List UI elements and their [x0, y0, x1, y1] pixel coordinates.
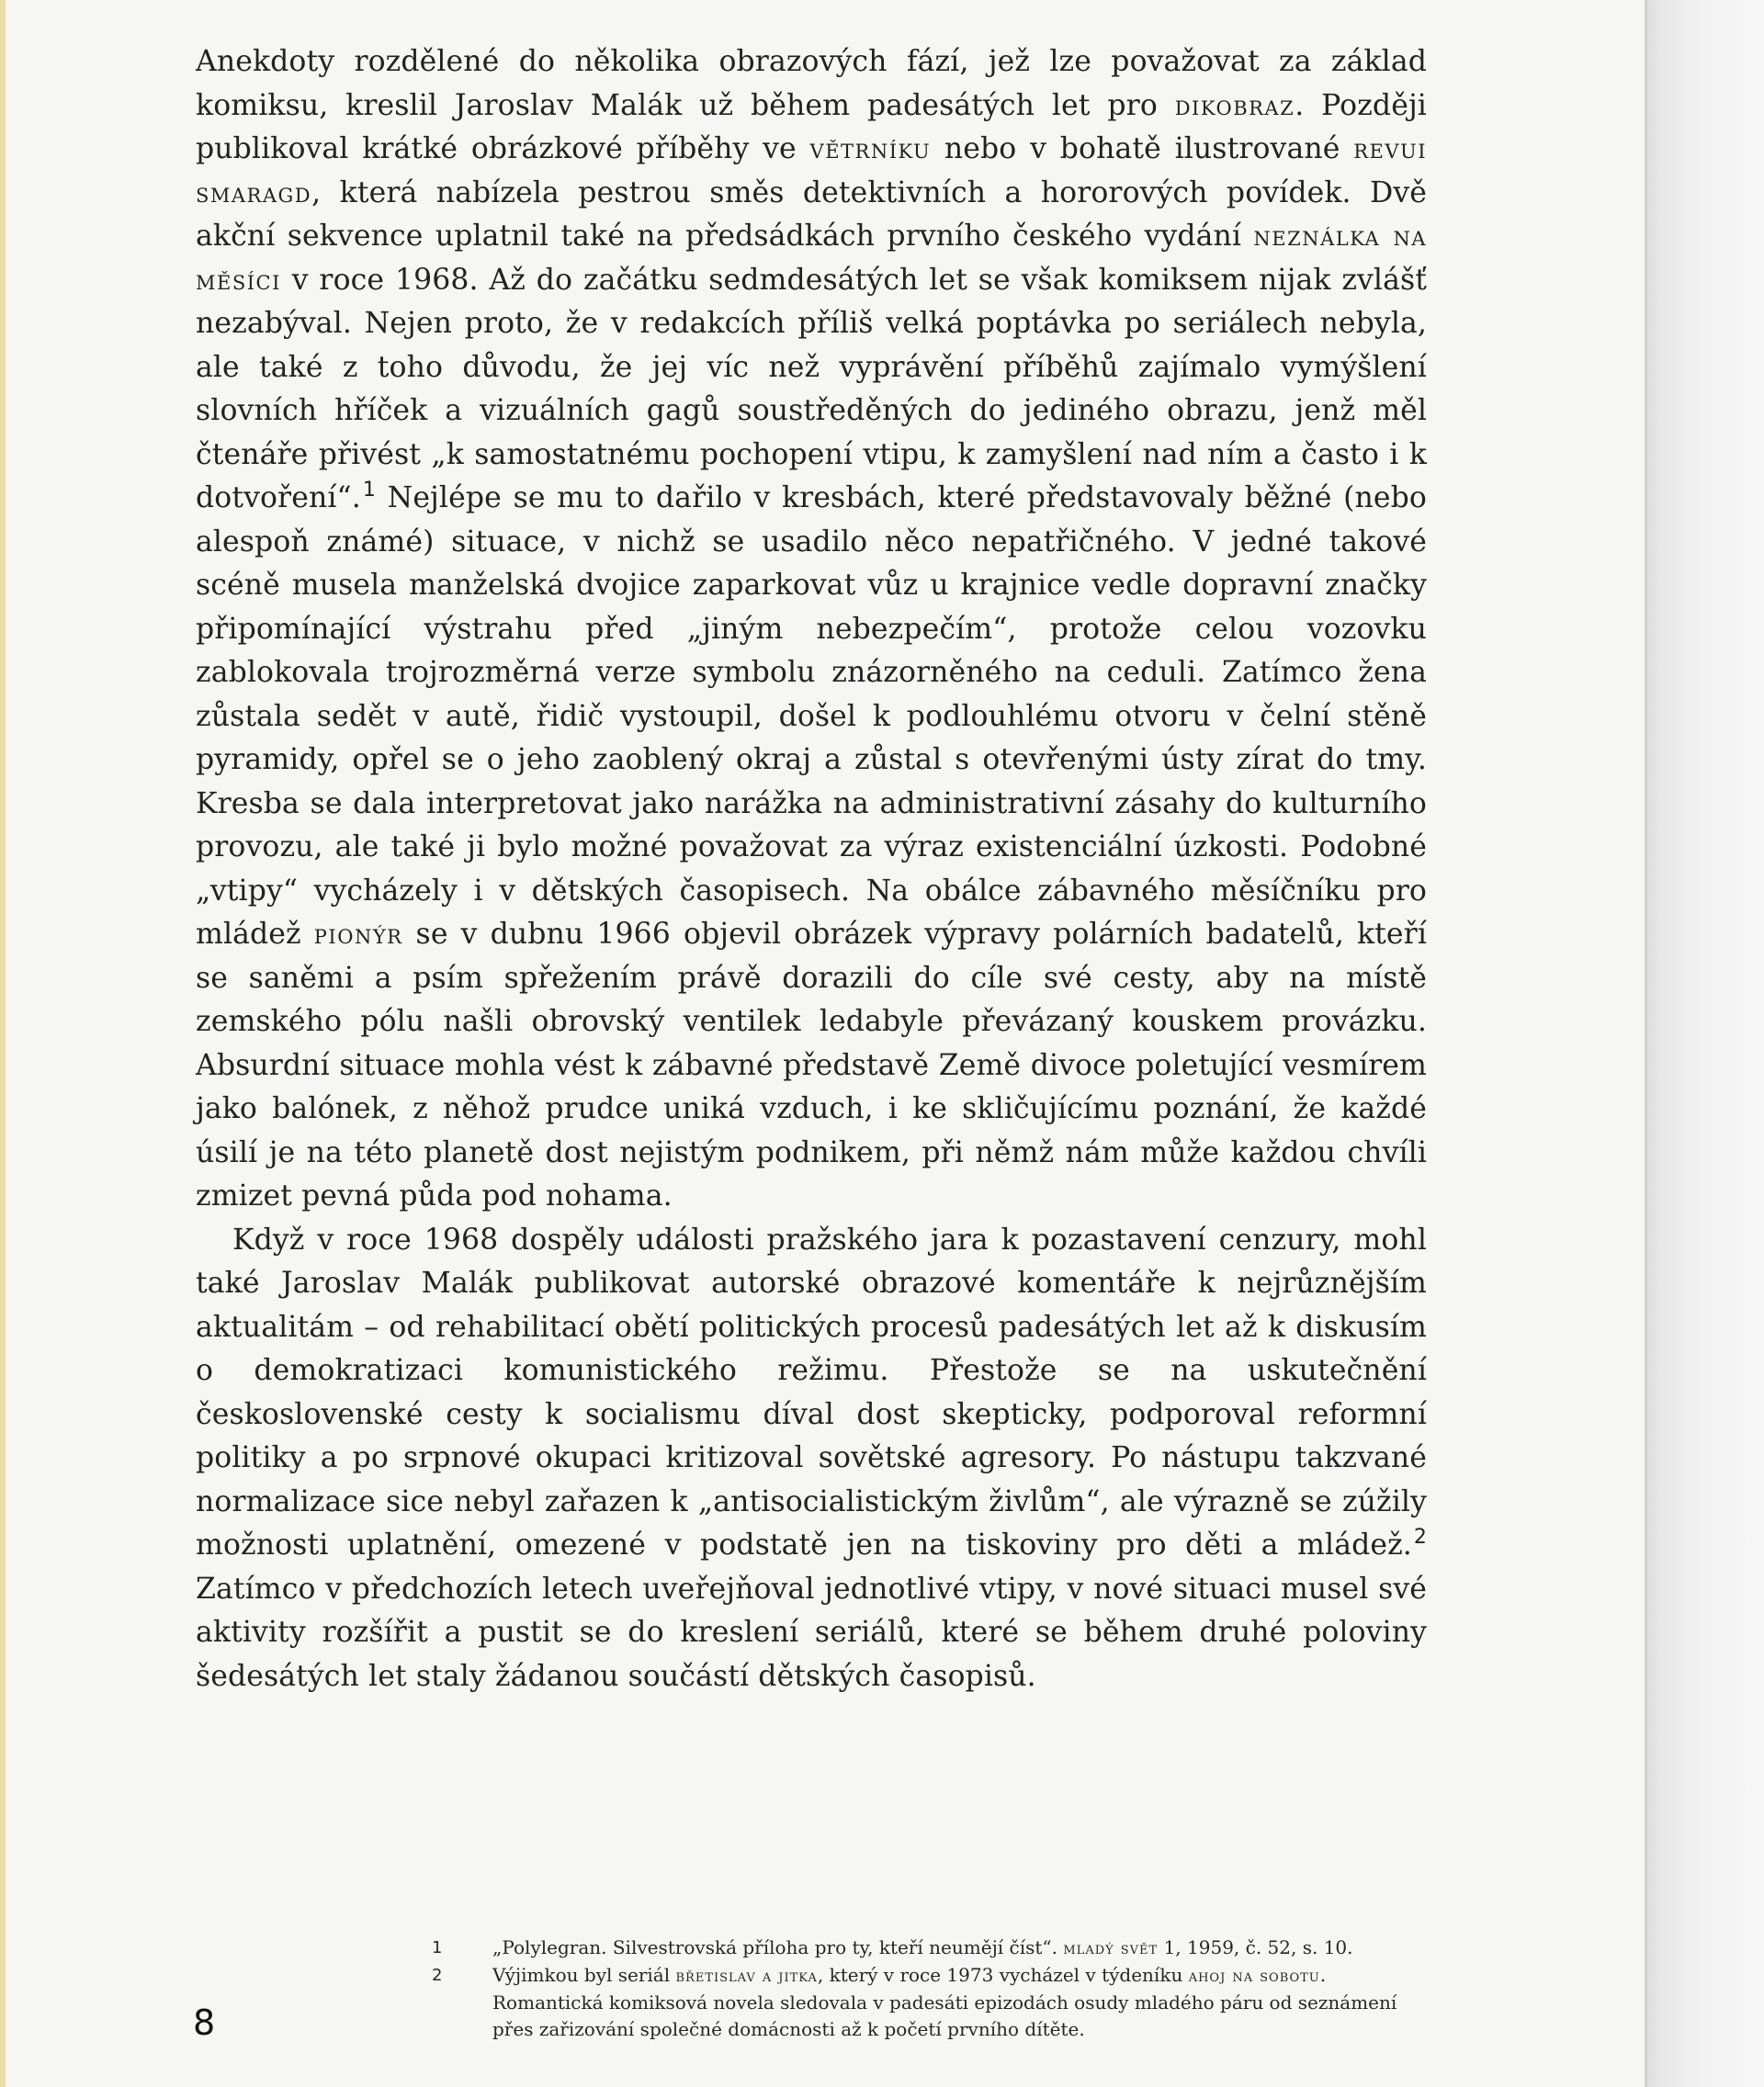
paragraph-1: Anekdoty rozdělené do několika obrazových fází, jež lze považovat za základ komiksu, kreslil Jaroslav Malák už během padesátých let pro dikobraz. Později publikoval krátké obrázkové příběhy ve větrníku nebo v bohatě ilustrované revui smaragd, která nabízela pestrou směs detektivních a hororových povídek. Dvě akční sekvence uplatnil také na předsádkách prvního českého vydání neználka na měsíci v roce 1968. Až do začátku sedmdesátých let se však komiksem nijak zvlášť nezabýval. Nejen proto, že v redakcích příliš velká poptávka po seriálech nebyla, ale také z toho důvodu, že jej víc než vyprávění příběhů zajímalo vymýšlení slovních hříček a vizuálních gagů soustředěných do jediného obrazu, jenž měl čtenáře přivést „k samostatnému pochopení vtipu, k zamyšlení nad ním a často i k dotvoření“.$^1$ Nejlépe se mu to dařilo v kresbách, které představovaly běžné (nebo alespoň známé) situace, v nichž se usadilo něco nepatřičného. V jedné takové scéně musela manželská dvojice zaparkovat vůz u krajnice vedle dopravní značky připomínající výstrahu před „jiným nebezpečím“, protože celou vozovku zablokovala trojrozměrná verze symbolu znázorněného na ceduli. Zatímco žena zůstala sedět v autě, řidič vystoupil, došel k podlouhlému otvoru v čelní stěně pyramidy, opřel se o jeho zaoblený okraj a zůstal s otevřenými ústy zírat do tmy. Kresba se dala interpretovat jako narážka na administrativní zásahy do kulturního provozu, ale také ji bylo možné považovat za výraz existenciální úzkosti. Podobné „vtipy“ vycházely i v dětských časopisech. Na obálce zábavného měsíčníku pro mládež pionýr se v dubnu 1966 objevil obrázek výpravy polárních badatelů, kteří se saněmi a psím spřežením právě dorazili do cíle své cesty, aby na místě zemského pólu našli obrovský ventilek ledabyle převázaný kouskem provázku. Absurdní situace mohla vést k zábavné představě Země divoce poletující vesmírem jako balónek, z něhož prudce uniká vzduch, i ke skličujícímu poznání, že každé úsilí je na této planetě dost nejistým podnikem, při němž nám může každou chvíli zmizet pevná půda pod nohama.: [196, 45, 1428, 1213]
publication-title: pionýr: [313, 919, 403, 951]
publication-title: mladý svět: [1063, 1938, 1159, 1958]
footnote-2: [432, 1962, 1415, 2043]
footnote-number: 1: [432, 1938, 443, 1957]
footnote-number: 2: [432, 1966, 443, 1985]
publication-title: ahoj na sobotu: [1188, 1966, 1320, 1986]
footnote-reference: 1: [362, 479, 376, 502]
publication-title: břetislav a jitka: [675, 1966, 818, 1986]
publication-title: revui smaragd: [196, 133, 1428, 209]
footnote-reference: 2: [1413, 1526, 1427, 1549]
publication-title: větrníku: [809, 133, 932, 165]
publication-title: dikobraz: [1174, 89, 1295, 122]
book-gutter: [1645, 0, 1764, 2087]
footnote-1: [432, 1935, 1415, 1962]
main-text-column: [196, 40, 1427, 1698]
footnote-text: Výjimkou byl seriál břetislav a jitka, který v roce 1973 vycházel v týdeníku ahoj na sobotu. Romantická komiksová novela sledovala v padesáti epizodách osudy mladého páru od seznámení přes zařizování společné domácnosti až k početí prvního dítěte.: [492, 1964, 1397, 2040]
page-number: 8: [193, 2002, 216, 2043]
publication-title: neználka na měsíci: [196, 220, 1427, 297]
page-edge-divider: [1645, 0, 1647, 2087]
footnotes-block: [432, 1935, 1415, 2043]
footnote-text: „Polylegran. Silvestrovská příloha pro ty, kteří neumějí číst“. mladý svět 1, 1959, č. 52, s. 10.: [492, 1936, 1353, 1958]
paragraph-2: Když v roce 1968 dospěly události pražského jara k pozastavení cenzury, mohl také Jaroslav Malák publikovat autorské obrazové komentáře k nejrůznějším aktualitám – od rehabilitací obětí politických procesů padesátých let až k diskusím o demokratizaci komunistického režimu. Přestože se na uskutečnění československé cesty k socialismu díval dost skepticky, podporoval reformní politiky a po srpnové okupaci kritizoval sovětské agresory. Po nástupu takzvané normalizace sice nebyl zařazen k „antisocialistickým živlům“, ale výrazně se zúžily možnosti uplatnění, omezené v podstatě jen na tiskoviny pro děti a mládež.$^2$ Zatímco v předchozích letech uveřejňoval jednotlivé vtipy, v nové situaci musel své aktivity rozšířit a pustit se do kreslení seriálů, které se během druhé poloviny šedesátých let staly žádanou součástí dětských časopisů.: [196, 1223, 1427, 1693]
